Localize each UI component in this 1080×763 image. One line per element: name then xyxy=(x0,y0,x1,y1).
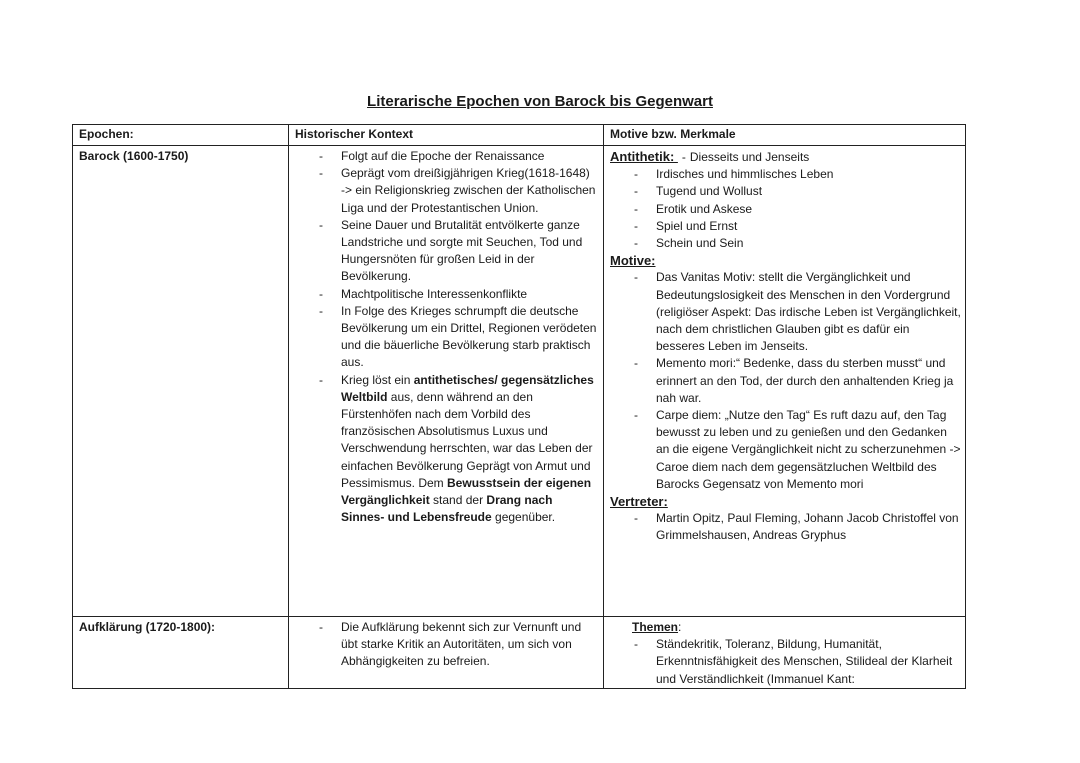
list-item: - Carpe diem: „Nutze den Tag“ Es ruft dazu auf, den Tag bewusst zu leben und zu genießen und den Gedanken an die eigene Vergänglichkeit nicht zu scherzunehmen -> Caroe diem nach dem gegensätzluchen Weltbild des Barocks Gegensatz von Memento mori xyxy=(634,408,961,491)
motive-list xyxy=(610,269,961,493)
context-cell xyxy=(289,146,604,617)
list-item: - Spiel und Ernst xyxy=(634,218,738,233)
epochs-table xyxy=(72,124,966,689)
epoch-name: Barock (1600-1750) xyxy=(79,149,189,163)
list-item: - Die Aufklärung bekennt sich zur Vernunft und übt starke Kritik an Autoritäten, um sich von Abhängigkeiten zu befreien. xyxy=(319,620,582,669)
list-item: - In Folge des Krieges schrumpft die deutsche Bevölkerung um ein Drittel, Regionen verödeten und die bäuerliche Bevölkerung starb praktisch aus. xyxy=(319,303,597,370)
table-header-row xyxy=(73,125,966,146)
epoch-cell xyxy=(73,617,289,689)
motive-heading: Motive: xyxy=(610,253,656,269)
header-motive: Motive bzw. Merkmale xyxy=(604,125,966,146)
themen-line: Themen: xyxy=(632,620,682,634)
list-item: - Geprägt vom dreißigjährigen Krieg(1618-1648) -> ein Religionskrieg zwischen der Katholischen Liga und der Protestantischen Union. xyxy=(319,166,596,215)
table-row-barock xyxy=(73,146,966,617)
antithetik-list xyxy=(610,166,961,252)
page-title: Literarische Epochen von Barock bis Gegenwart xyxy=(367,93,713,110)
list-item: - Tugend und Wollust xyxy=(634,184,763,199)
motives-cell xyxy=(604,146,966,617)
vertreter-heading: Vertreter: xyxy=(610,494,668,510)
list-item: - Memento mori:“ Bedenke, dass du sterben musst“ und erinnert an den Tod, der durch den anhaltenden Krieg ja nah war. xyxy=(634,356,954,405)
list-item: - Das Vanitas Motiv: stellt die Vergänglichkeit und Bedeutungslosigkeit des Menschen in den Vordergrund (religiöser Aspekt: Das irdische Leben ist Vergänglichkeit, nach dem christlichen Glauben gibt es dafür ein besseres Leben im Jenseits. xyxy=(634,270,961,354)
epoch-cell xyxy=(73,146,289,617)
list-item: - Seine Dauer und Brutalität entvölkerte ganze Landstriche und sorgte mit Seuchen, Tod und Hungersnöten für großen Leid in der Bevölkerung. xyxy=(319,217,583,284)
header-historischer-kontext: Historischer Kontext xyxy=(289,125,604,146)
list-item: - Irdisches und himmlisches Leben xyxy=(634,167,834,182)
list-item: - Erotik und Askese xyxy=(634,201,753,216)
list-item: - Folgt auf die Epoche der Renaissance xyxy=(319,149,545,163)
context-list xyxy=(319,148,597,526)
table-row-aufklaerung xyxy=(73,617,966,689)
list-item: - Schein und Sein xyxy=(634,236,744,251)
context-list xyxy=(319,619,597,671)
list-item: - Krieg löst ein antithetisches/ gegensätzliches Weltbild aus, denn während an den Fürstenhöfen nach dem Vorbild des französischen Absolutismus Luxus und Verschwendung herrschten, war das Leben der einfachen Bevölkerung Geprägt von Armut und Pessimismus. Dem Bewusstsein der eigenen Vergänglichkeit stand der Drang nach Sinnes- und Lebensfreude gegenüber. xyxy=(319,372,594,525)
list-item: - Martin Opitz, Paul Fleming, Johann Jacob Christoffel von Grimmelshausen, Andreas Gryphus xyxy=(634,511,959,543)
vertreter-list xyxy=(610,510,961,544)
context-cell xyxy=(289,617,604,689)
antithetik-line: Antithetik: - Diesseits und Jenseits xyxy=(610,149,810,164)
list-item: - Machtpolitische Interessenkonflikte xyxy=(319,286,528,301)
themen-heading: Themen xyxy=(632,620,679,634)
themen-list xyxy=(610,636,961,688)
antithetik-heading: Antithetik: xyxy=(610,149,678,164)
motives-cell xyxy=(604,617,966,689)
header-epochen: Epochen: xyxy=(73,125,289,146)
list-item: - Ständekritik, Toleranz, Bildung, Humanität, Erkenntnisfähigkeit des Menschen, Stilideal der Klarheit und Verständlichkeit (Immanuel Kant: xyxy=(634,637,953,686)
epoch-name: Aufklärung (1720-1800): xyxy=(79,620,216,634)
